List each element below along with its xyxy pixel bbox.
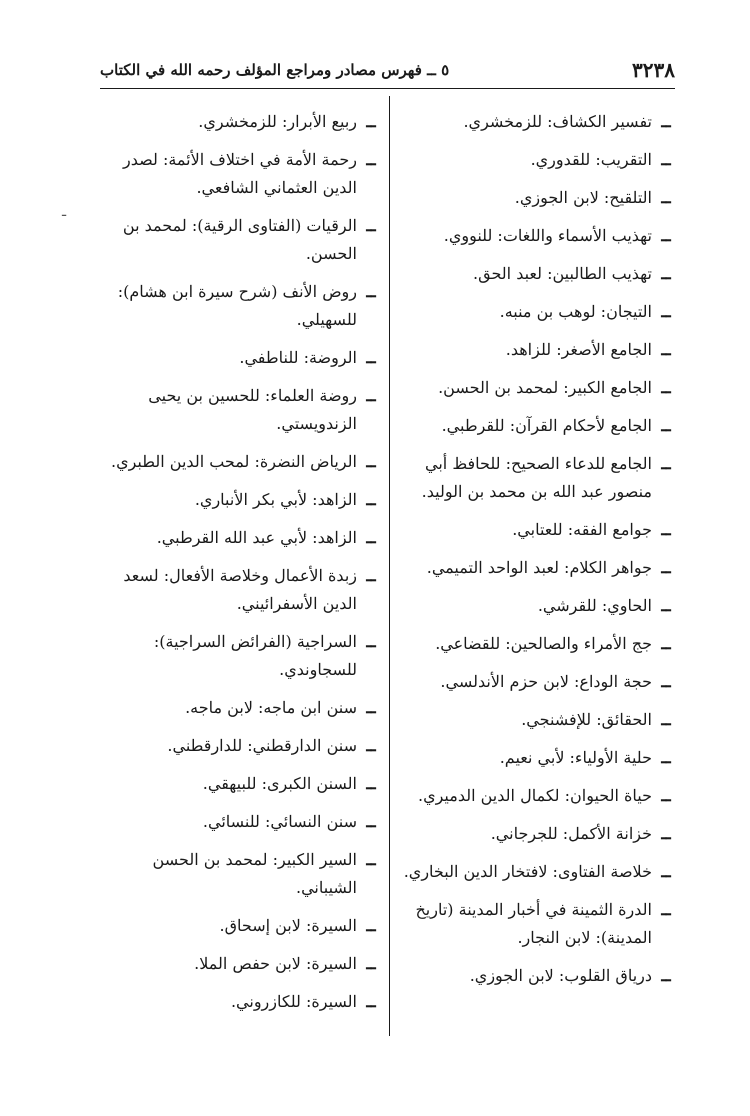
entry-dash: ــ — [366, 150, 376, 169]
entry-text: جج الأمراء والصالحين: للقضاعي. — [435, 634, 652, 653]
entry-text: الجامع لأحكام القرآن: للقرطبي. — [441, 416, 652, 435]
index-entry — [100, 146, 385, 202]
entry-text: حجة الوداع: لابن حزم الأندلسي. — [440, 672, 652, 691]
entry-text: الجامع الأصغر: للزاهد. — [505, 340, 652, 359]
entry-text: التيجان: لوهب بن منبه. — [499, 302, 652, 321]
entry-text: روض الأنف (شرح سيرة ابن هشام): للسهيلي. — [117, 282, 357, 329]
entry-text: الدرة الثمينة في أخبار المدينة (تاريخ المدينة): لابن النجار. — [415, 900, 652, 947]
entry-text: الحاوي: للقرشي. — [537, 596, 652, 615]
entry-dash: ــ — [366, 916, 376, 935]
index-entry — [395, 184, 680, 212]
entry-dash: ــ — [661, 862, 671, 881]
margin-mark: ـ — [62, 204, 67, 220]
index-entry — [100, 344, 385, 372]
entry-text: الزاهد: لأبي عبد الله القرطبي. — [156, 528, 357, 547]
index-entry — [395, 374, 680, 402]
entry-text: سنن ابن ماجه: لابن ماجه. — [185, 698, 357, 717]
entry-text: التقريب: للقدوري. — [530, 150, 652, 169]
chapter-title: ٥ ــ فهرس مصادر ومراجع المؤلف رحمه الله في الكتاب — [100, 61, 450, 79]
entry-dash: ــ — [661, 454, 671, 473]
entry-dash: ــ — [661, 966, 671, 985]
index-entry — [395, 450, 680, 506]
entry-text: تهذيب الأسماء واللغات: للنووي. — [443, 226, 652, 245]
entry-dash: ــ — [661, 672, 671, 691]
entry-dash: ــ — [366, 386, 376, 405]
entry-dash: ــ — [366, 528, 376, 547]
entry-text: سنن النسائي: للنسائي. — [202, 812, 357, 831]
entry-text: الروضة: للناطفي. — [239, 348, 357, 367]
entry-dash: ــ — [661, 558, 671, 577]
entry-text: سنن الدارقطني: للدارقطني. — [167, 736, 357, 755]
entry-text: جواهر الكلام: لعبد الواحد التميمي. — [426, 558, 652, 577]
entry-dash: ــ — [366, 812, 376, 831]
index-entry — [100, 212, 385, 268]
index-entry — [395, 260, 680, 288]
entry-dash: ــ — [661, 378, 671, 397]
entry-text: الجامع الكبير: لمحمد بن الحسن. — [438, 378, 652, 397]
column-divider — [389, 96, 390, 1036]
entry-dash: ــ — [661, 302, 671, 321]
index-entry — [395, 896, 680, 952]
entry-dash: ــ — [366, 566, 376, 585]
index-entry — [395, 336, 680, 364]
entry-text: ربيع الأبرار: للزمخشري. — [198, 112, 357, 131]
entry-text: تهذيب الطالبين: لعبد الحق. — [473, 264, 652, 283]
entry-dash: ــ — [661, 786, 671, 805]
entry-text: الرياض النضرة: لمحب الدين الطبري. — [110, 452, 357, 471]
entry-text: رحمة الأمة في اختلاف الأئمة: لصدر الدين العثماني الشافعي. — [123, 150, 357, 197]
index-entry — [100, 382, 385, 438]
entry-text: السنن الكبرى: للبيهقي. — [202, 774, 357, 793]
right-column — [395, 108, 680, 1000]
index-entry — [395, 412, 680, 440]
entry-dash: ــ — [661, 520, 671, 539]
entry-dash: ــ — [661, 748, 671, 767]
entry-dash: ــ — [366, 698, 376, 717]
left-column — [100, 108, 385, 1026]
entry-text: حلية الأولياء: لأبي نعيم. — [499, 748, 652, 767]
entry-dash: ــ — [661, 710, 671, 729]
entry-dash: ــ — [366, 992, 376, 1011]
index-entry — [100, 628, 385, 684]
entry-dash: ــ — [366, 216, 376, 235]
index-entry — [100, 846, 385, 902]
entry-dash: ــ — [661, 112, 671, 131]
entry-dash: ــ — [661, 824, 671, 843]
index-entry — [395, 630, 680, 658]
entry-dash: ــ — [661, 634, 671, 653]
index-entry — [100, 562, 385, 618]
index-entry — [100, 278, 385, 334]
page-header — [100, 52, 675, 89]
entry-text: زبدة الأعمال وخلاصة الأفعال: لسعد الدين الأسفرائيني. — [123, 566, 357, 613]
entry-dash: ــ — [366, 774, 376, 793]
entry-text: السيرة: لابن إسحاق. — [219, 916, 357, 935]
index-entry — [395, 858, 680, 886]
entry-dash: ــ — [661, 900, 671, 919]
index-entry — [100, 732, 385, 760]
index-entry — [395, 516, 680, 544]
page-number: ٣٢٣٨ — [632, 58, 675, 82]
entry-dash: ــ — [366, 954, 376, 973]
entry-dash: ــ — [366, 112, 376, 131]
entry-dash: ــ — [366, 348, 376, 367]
index-entry — [395, 592, 680, 620]
index-entry — [395, 820, 680, 848]
entry-text: الحقائق: للإفشنجي. — [521, 710, 652, 729]
index-entry — [395, 706, 680, 734]
index-entry — [100, 524, 385, 552]
entry-text: خلاصة الفتاوى: لافتخار الدين البخاري. — [403, 862, 652, 881]
entry-text: التلقيح: لابن الجوزي. — [514, 188, 652, 207]
entry-text: جوامع الفقه: للعتابي. — [512, 520, 652, 539]
index-entry — [395, 298, 680, 326]
entry-text: السير الكبير: لمحمد بن الحسن الشيباني. — [152, 850, 357, 897]
entry-dash: ــ — [366, 736, 376, 755]
entry-text: السراجية (الفرائض السراجية): للسجاوندي. — [153, 632, 357, 679]
entry-dash: ــ — [366, 632, 376, 651]
index-entry — [100, 988, 385, 1016]
entry-dash: ــ — [366, 490, 376, 509]
index-entry — [395, 668, 680, 696]
entry-text: درياق القلوب: لابن الجوزي. — [469, 966, 652, 985]
entry-dash: ــ — [661, 340, 671, 359]
entry-text: حياة الحيوان: لكمال الدين الدميري. — [417, 786, 652, 805]
index-entry — [395, 744, 680, 772]
entry-text: الزاهد: لأبي بكر الأنباري. — [194, 490, 357, 509]
entry-text: الرقيات (الفتاوى الرقية): لمحمد بن الحسن. — [122, 216, 357, 263]
index-entry — [395, 146, 680, 174]
entry-text: روضة العلماء: للحسين بن يحيى الزندويستي. — [148, 386, 357, 433]
entry-dash: ــ — [661, 596, 671, 615]
entry-dash: ــ — [661, 188, 671, 207]
entry-dash: ــ — [366, 282, 376, 301]
index-entry — [100, 108, 385, 136]
entry-dash: ــ — [661, 416, 671, 435]
entry-dash: ــ — [661, 226, 671, 245]
entry-dash: ــ — [366, 850, 376, 869]
index-entry — [100, 950, 385, 978]
index-entry — [395, 108, 680, 136]
entry-text: السيرة: لابن حفص الملا. — [194, 954, 357, 973]
entry-text: السيرة: للكازروني. — [230, 992, 357, 1011]
entry-text: تفسير الكشاف: للزمخشري. — [463, 112, 652, 131]
entry-dash: ــ — [661, 264, 671, 283]
entry-text: خزانة الأكمل: للجرجاني. — [490, 824, 652, 843]
index-entry — [395, 962, 680, 990]
entry-dash: ــ — [366, 452, 376, 471]
index-entry — [395, 554, 680, 582]
entry-dash: ــ — [661, 150, 671, 169]
index-entry — [100, 912, 385, 940]
index-entry — [100, 486, 385, 514]
index-entry — [100, 694, 385, 722]
index-entry — [100, 808, 385, 836]
index-entry — [100, 770, 385, 798]
index-entry — [100, 448, 385, 476]
index-entry — [395, 782, 680, 810]
entry-text: الجامع للدعاء الصحيح: للحافظ أبي منصور عبد الله بن محمد بن الوليد. — [421, 454, 652, 501]
index-entry — [395, 222, 680, 250]
